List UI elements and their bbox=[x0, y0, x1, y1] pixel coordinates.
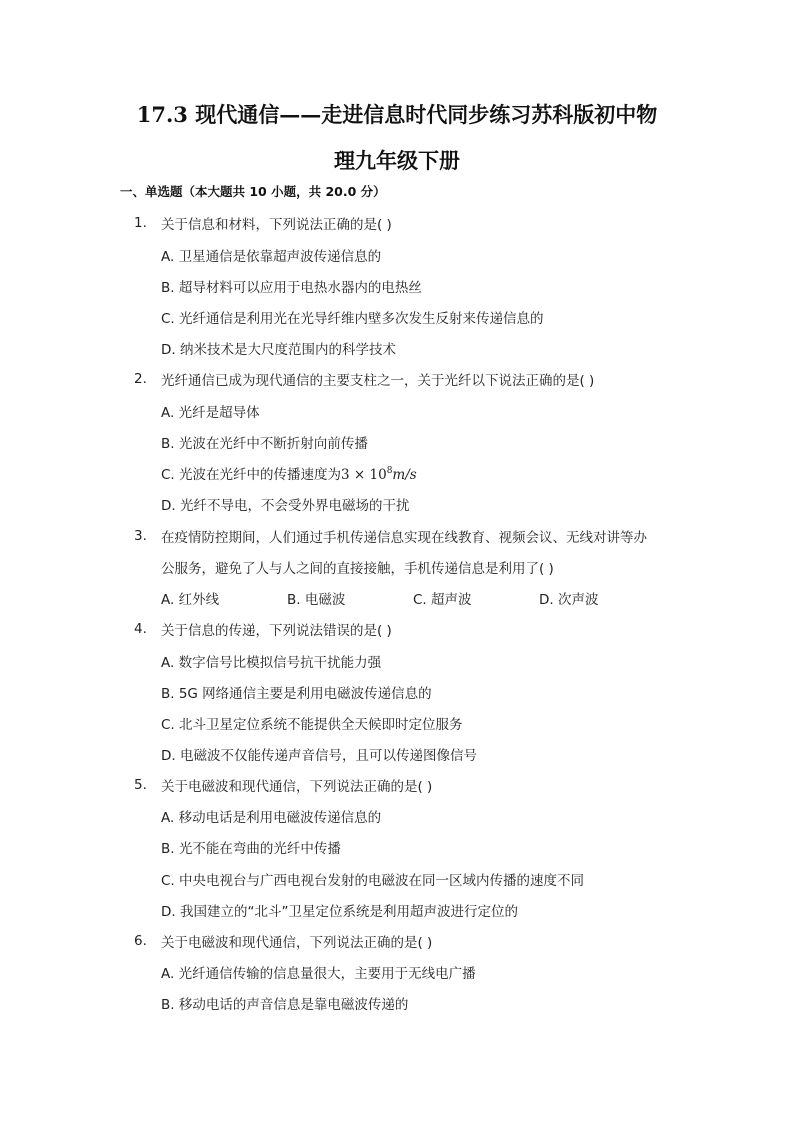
question-4-option-a: A. 数字信号比模拟信号抗干扰能力强 bbox=[161, 655, 382, 671]
question-3-option-d: D. 次声波 bbox=[539, 592, 599, 608]
question-2-number: 2. bbox=[134, 371, 147, 387]
question-3-option-c: C. 超声波 bbox=[413, 592, 472, 608]
question-2-option-b: B. 光波在光纤中不断折射向前传播 bbox=[161, 436, 368, 452]
question-5-option-d: D. 我国建立的“北斗”卫星定位系统是利用超声波进行定位的 bbox=[161, 904, 518, 920]
question-3-option-b: B. 电磁波 bbox=[287, 592, 346, 608]
question-6-option-b: B. 移动电话的声音信息是靠电磁波传递的 bbox=[161, 997, 409, 1013]
question-2-option-c bbox=[161, 463, 417, 483]
question-1-option-c: C. 光纤通信是利用光在光导纤维内壁多次发生反射来传递信息的 bbox=[161, 311, 544, 327]
question-5-number: 5. bbox=[134, 777, 147, 793]
question-4-option-c: C. 北斗卫星定位系统不能提供全天候即时定位服务 bbox=[161, 717, 463, 733]
question-3-number: 3. bbox=[134, 528, 147, 544]
question-1-number: 1. bbox=[134, 215, 147, 231]
speed-coefficient: 3 × 10 bbox=[341, 467, 387, 483]
question-3-stem-line-1: 在疫情防控期间，人们通过手机传递信息实现在线教育、视频会议、无线对讲等办 bbox=[161, 530, 647, 546]
question-5-option-c: C. 中央电视台与广西电视台发射的电磁波在同一区域内传播的速度不同 bbox=[161, 873, 585, 889]
question-3-stem-line-2: 公服务，避免了人与人之间的直接接触，手机传递信息是利用了( ) bbox=[161, 561, 554, 577]
question-4-option-b: B. 5G 网络通信主要是利用电磁波传递信息的 bbox=[161, 686, 432, 702]
question-3-option-a: A. 红外线 bbox=[161, 592, 220, 608]
question-2-option-d: D. 光纤不导电，不会受外界电磁场的干扰 bbox=[161, 498, 410, 514]
question-5-option-b: B. 光不能在弯曲的光纤中传播 bbox=[161, 841, 341, 857]
page-title-line-2: 理九年级下册 bbox=[334, 148, 460, 173]
page-title-line-1: 17.3 现代通信——走进信息时代同步练习苏科版初中物 bbox=[136, 102, 658, 127]
question-4-option-d: D. 电磁波不仅能传递声音信号，且可以传递图像信号 bbox=[161, 748, 477, 764]
question-6-option-a: A. 光纤通信传输的信息量很大，主要用于无线电广播 bbox=[161, 966, 476, 982]
question-1-stem: 关于信息和材料，下列说法正确的是( ) bbox=[161, 217, 392, 233]
question-5-option-a: A. 移动电话是利用电磁波传递信息的 bbox=[161, 810, 382, 826]
question-4-number: 4. bbox=[134, 621, 147, 637]
question-1-option-d: D. 纳米技术是大尺度范围内的科学技术 bbox=[161, 342, 396, 358]
speed-unit: m/s bbox=[392, 467, 417, 483]
question-2-stem: 光纤通信已成为现代通信的主要支柱之一，关于光纤以下说法正确的是( ) bbox=[161, 373, 595, 389]
question-6-stem: 关于电磁波和现代通信，下列说法正确的是( ) bbox=[161, 935, 433, 951]
speed-exponent: 8 bbox=[386, 466, 393, 476]
question-1-option-b: B. 超导材料可以应用于电热水器内的电热丝 bbox=[161, 280, 422, 296]
question-4-stem: 关于信息的传递，下列说法错误的是( ) bbox=[161, 623, 392, 639]
section-heading: 一、单选题（本大题共 10 小题，共 20.0 分） bbox=[120, 184, 386, 199]
question-5-stem: 关于电磁波和现代通信，下列说法正确的是( ) bbox=[161, 779, 433, 795]
question-2-option-a: A. 光纤是超导体 bbox=[161, 405, 260, 421]
question-1-option-a: A. 卫星通信是依靠超声波传递信息的 bbox=[161, 249, 382, 265]
question-6-number: 6. bbox=[134, 933, 147, 949]
speed-formula bbox=[341, 467, 417, 483]
question-2-option-c-text: C. 光波在光纤中的传播速度为 bbox=[161, 467, 342, 483]
